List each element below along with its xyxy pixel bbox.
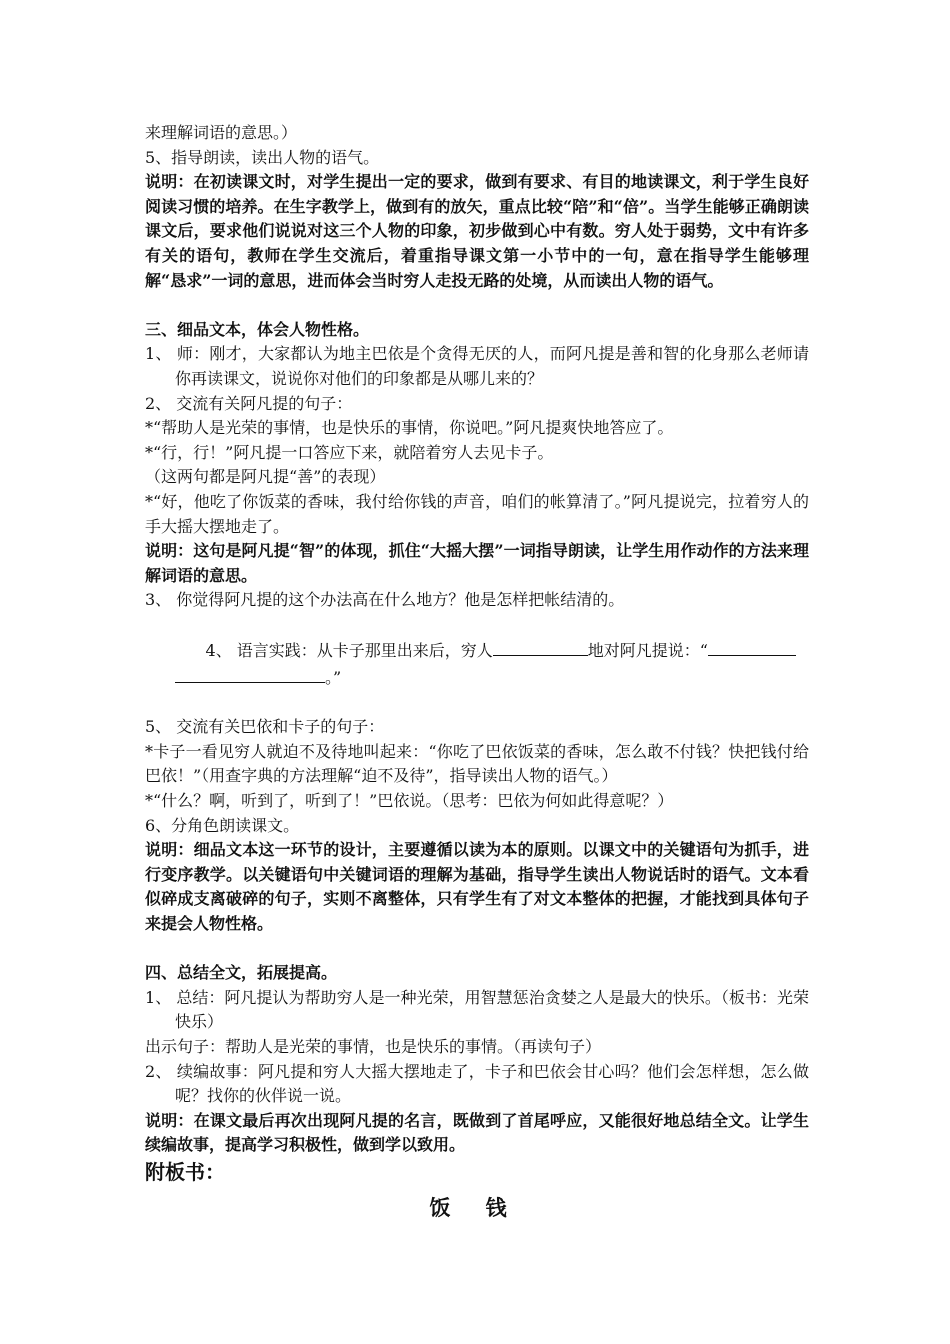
fill-blank-2 [708,637,796,656]
text-line: 来理解词语的意思。） [145,123,298,142]
quote-3: *“好，他吃了你饭菜的香味，我付给你钱的声音，咱们的帐算清了。”阿凡提说完，拉着穷人的手大摇大摆地走了。 [145,491,809,536]
item-3-2: 2、 交流有关阿凡提的句子： [145,393,353,413]
item-4-1b: 出示句子：帮助人是光荣的事情，也是快乐的事情。（再读句子） [145,1036,602,1056]
section-heading-3: 三、细品文本，体会人物性格。 [145,319,370,339]
blank-line [145,293,809,318]
item-3-4 [145,613,809,715]
explanation-paragraph-1: 说明：在初读课文时，对学生提出一定的要求，做到有要求、有目的地读课文，利于学生良好阅读习惯的培养。在生字教学上，做到有的放矢，重点比较“陪”和“倍”。当学生能够正确朗读课文后，要求他们说说对这三个人物的印象，初步做到心中有数。穷人处于弱势，文中有许多有关的语句，教师在学生交流后，着重指导课文第一小节中的一句，意在指导学生能够理解“恳求”一词的意思，进而体会当时穷人走投无路的处境，从而读出人物的语气。 [145,172,809,290]
item-3-1: 1、 师：刚才，大家都认为地主巴依是个贪得无厌的人，而阿凡提是善和智的化身那么老师请你再读课文，说说你对他们的印象都是从哪儿来的？ [145,344,809,388]
explanation-paragraph-2: 说明：这句是阿凡提“智”的体现，抓住“大摇大摆”一词指导朗读，让学生用作动作的方法来理解词语的意思。 [145,541,809,585]
item-4-1: 1、 总结：阿凡提认为帮助穷人是一种光荣，用智慧惩治贪婪之人是最大的快乐。（板书：光荣 快乐） [145,987,815,1032]
item-3-4-text-b: 地对阿凡提说：“ [587,641,708,661]
section-heading-4: 四、总结全文，拓展提高。 [145,963,338,983]
board-label: 附板书： [145,1159,225,1184]
item-3-3: 3、 你觉得阿凡提的这个办法高在什么地方？他是怎样把帐结清的。 [145,590,625,610]
fill-blank-3 [175,664,325,683]
document-body [145,121,815,1185]
item-3-4-text-a: 4、 语言实践：从卡子那里出来后，穷人 [205,641,493,661]
quote-1: *“帮助人是光荣的事情，也是快乐的事情，你说吧。”阿凡提爽快地答应了。 [145,418,674,438]
explanation-paragraph-3: 说明：细品文本这一环节的设计，主要遵循以读为本的原则。以课文中的关键语句为抓手，进行变序教学。以关键语句中关键词语的理解为基础，指导学生读出人物说话时的语气。文本看似碎成支离破碎的句子，实则不离整体，只有学生有了对文本整体的把握，才能找到具体句子来提会人物性格。 [145,840,809,933]
quote-note: （这两句都是阿凡提“善”的表现） [145,467,386,487]
item-3-4-text-c: 。” [325,668,342,688]
item-3-5: 5、 交流有关巴依和卡子的句子： [145,717,385,737]
step-5: 5、指导朗读，读出人物的语气。 [145,147,380,167]
quote-5: *“什么？啊，听到了，听到了！”巴依说。（思考：巴依为何如此得意呢？） [145,791,674,811]
blank-line [145,937,809,962]
explanation-paragraph-4: 说明：在课文最后再次出现阿凡提的名言，既做到了首尾呼应，又能很好地总结全文。让学生续编故事，提高学习积极性，做到学以致用。 [145,1110,809,1155]
quote-2: *“行，行！”阿凡提一口答应下来，就陪着穷人去见卡子。 [145,442,554,462]
quote-4: *卡子一看见穷人就迫不及待地叫起来：“你吃了巴依饭菜的香味，怎么敢不付钱？快把钱付给巴依！”（用查字典的方法理解“迫不及待”，指导读出人物的语气。） [145,741,809,786]
board-title: 饭 钱 [429,1195,521,1220]
item-4-2: 2、 续编故事：阿凡提和穷人大摇大摆地走了，卡子和巴依会甘心吗？他们会怎样想，怎么做呢？找你的伙伴说一说。 [145,1061,809,1106]
fill-blank-1 [493,637,588,656]
item-3-6: 6、分角色朗读课文。 [145,815,300,835]
